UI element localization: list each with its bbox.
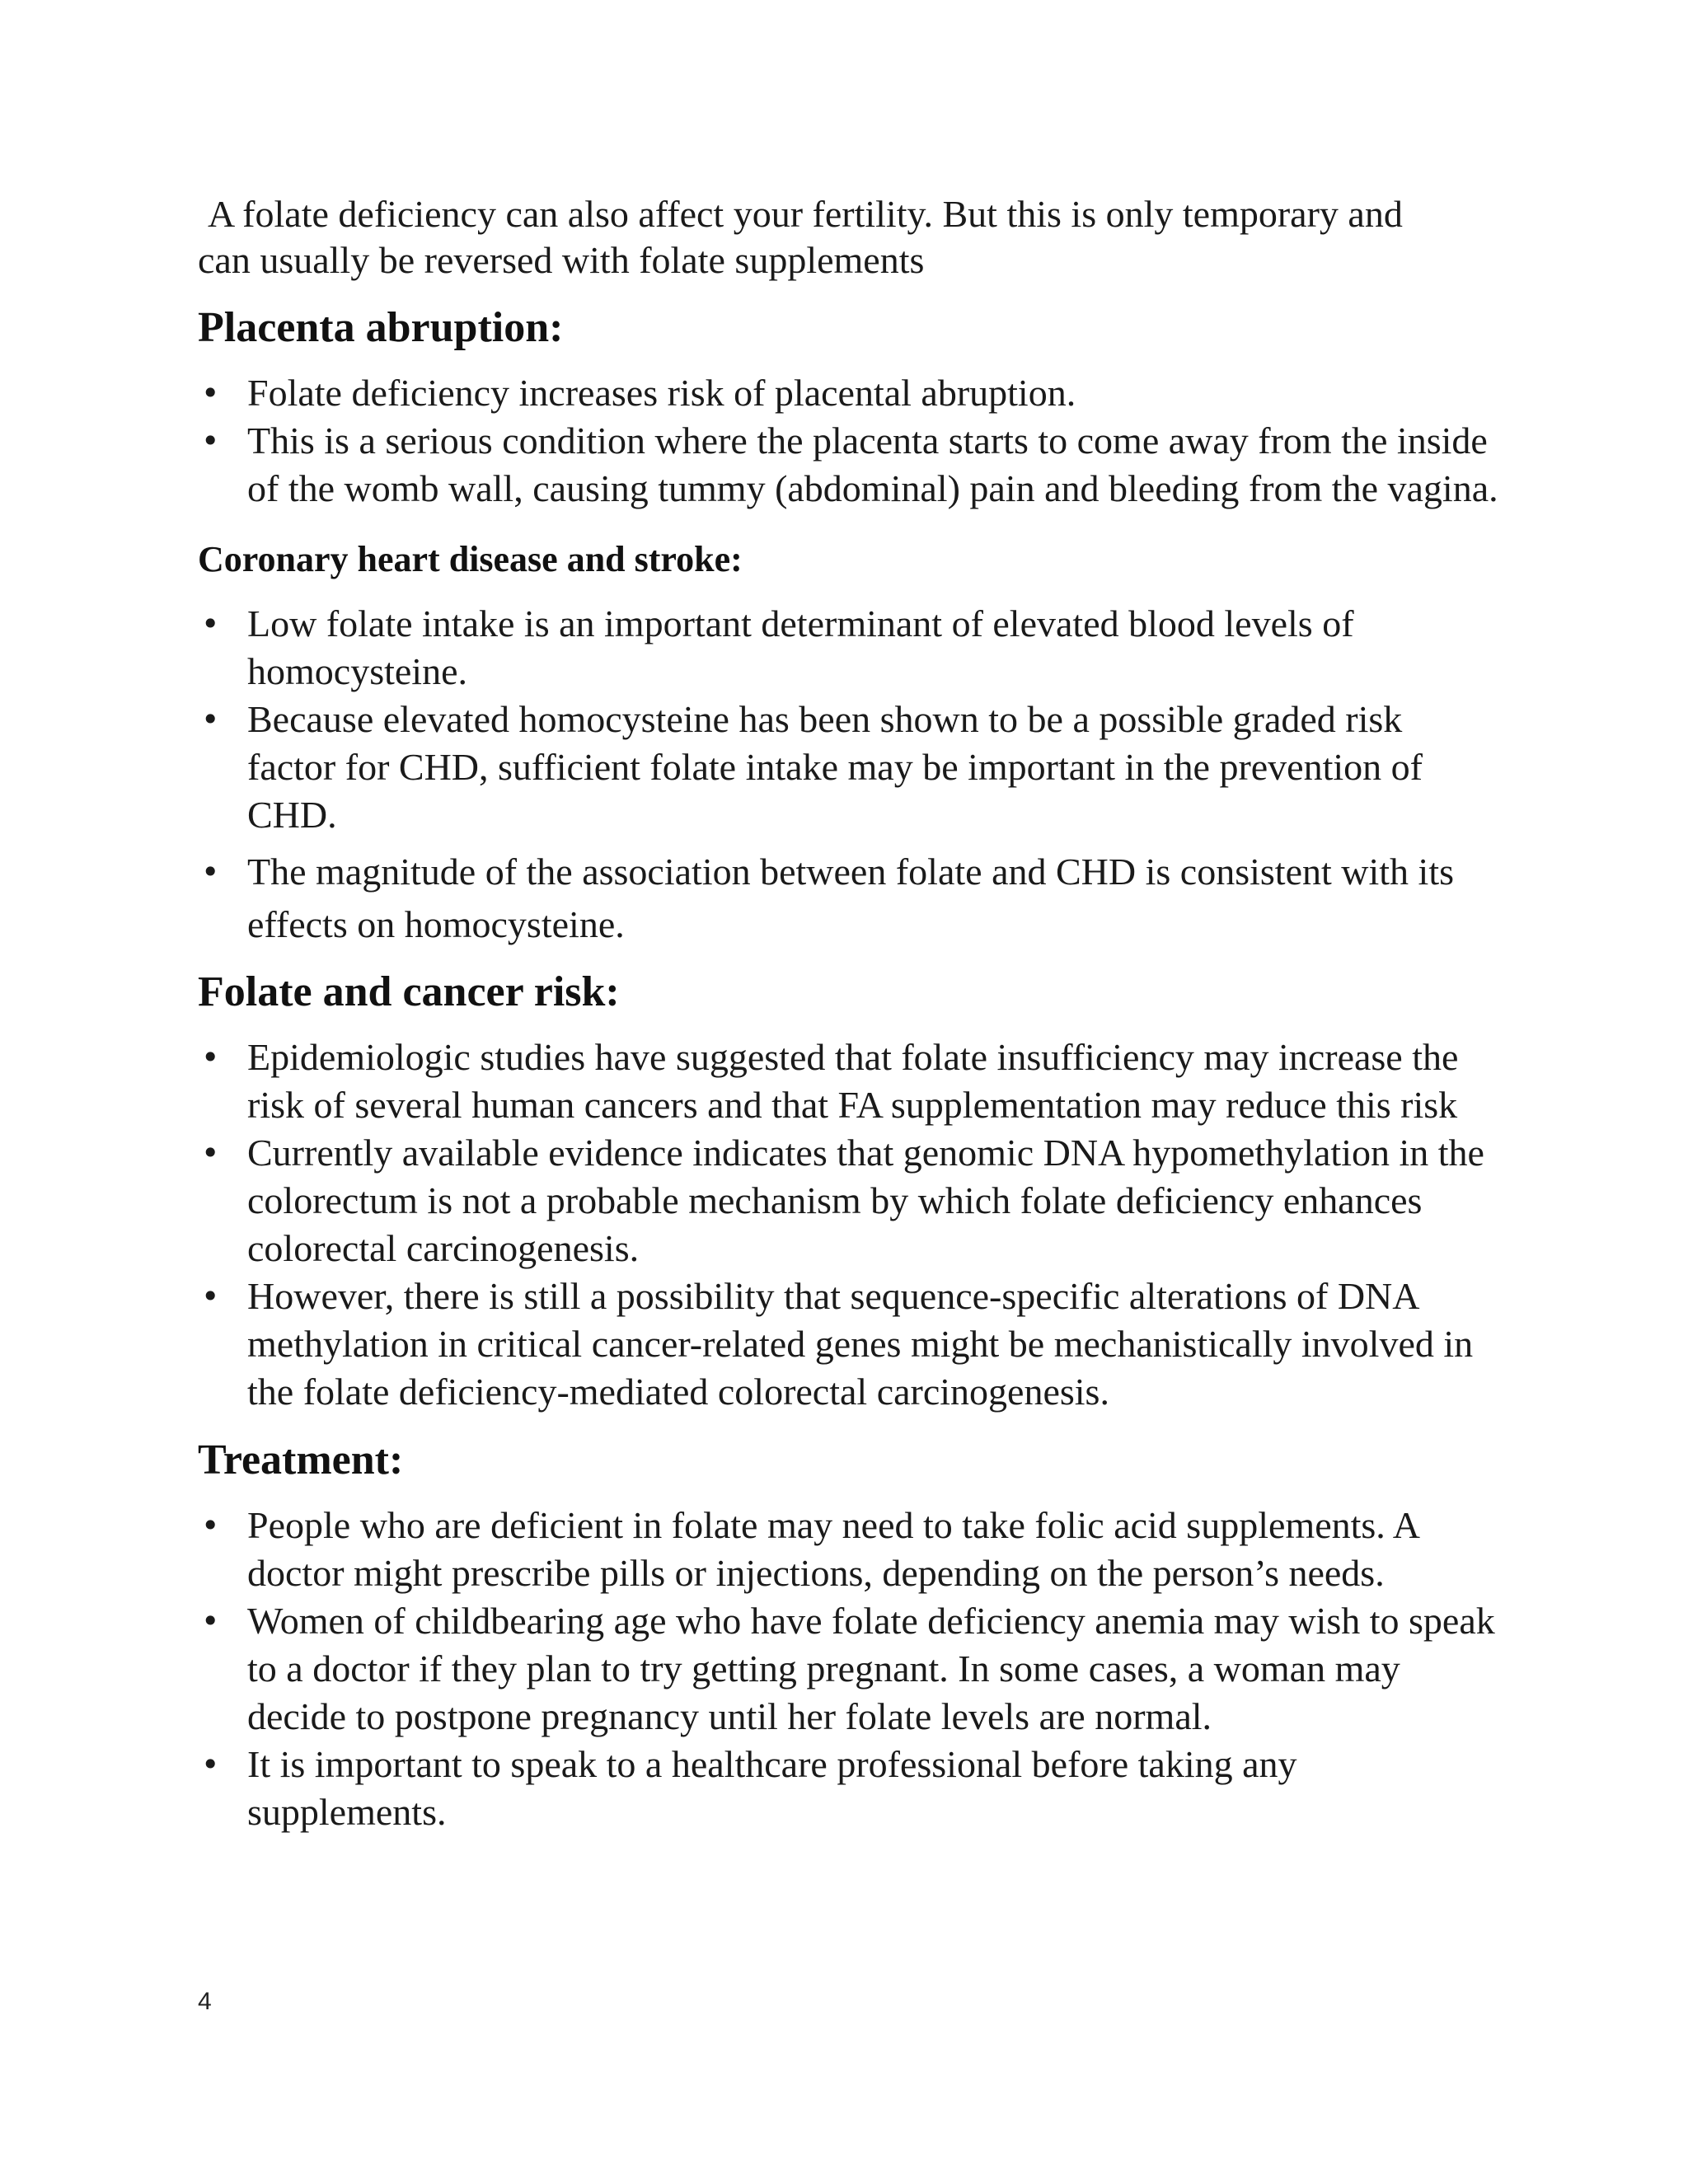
bullet-icon: • (201, 375, 220, 411)
list-item: • It is important to speak to a healthcare professional before taking any supplements. (198, 1741, 1500, 1836)
bullet-icon: • (201, 1603, 220, 1639)
list-item: • Women of childbearing age who have folate deficiency anemia may wish to speak to a doctor if they plan to try getting pregnant. In some cases, a woman may decide to postpone pregnancy until her folate levels are normal. (198, 1597, 1500, 1741)
list-item: • Low folate intake is an important determinant of elevated blood levels of homocysteine. (198, 600, 1500, 696)
bullet-list-placenta-abruption (198, 369, 1500, 513)
list-item: • Because elevated homocysteine has been shown to be a possible graded risk factor for CHD, sufficient folate intake may be important in the prevention of CHD. (198, 696, 1500, 839)
bullet-icon: • (201, 1135, 220, 1171)
section-heading-coronary-heart-disease: Coronary heart disease and stroke: (198, 539, 743, 579)
bullet-list-coronary-heart-disease (198, 600, 1500, 951)
bullet-icon: • (201, 1278, 220, 1315)
page-number: 4 (198, 1988, 212, 2015)
intro-line-1: A folate deficiency can also affect your fertility. But this is only temporary and (208, 193, 1403, 235)
bullet-list-folate-cancer-risk (198, 1033, 1500, 1416)
list-item: • This is a serious condition where the placenta starts to come away from the inside of the womb wall, causing tummy (abdominal) pain and bleeding from the vagina. (198, 417, 1500, 513)
bullet-list-treatment (198, 1502, 1500, 1836)
section-heading-folate-cancer-risk: Folate and cancer risk: (198, 968, 620, 1015)
section-heading-placenta-abruption: Placenta abruption: (198, 304, 564, 351)
list-item: • People who are deficient in folate may need to take folic acid supplements. A doctor might prescribe pills or injections, depending on the person’s needs. (198, 1502, 1500, 1597)
bullet-icon: • (201, 701, 220, 738)
bullet-icon: • (201, 854, 220, 890)
bullet-icon: • (201, 1507, 220, 1544)
list-item: • Currently available evidence indicates that genomic DNA hypomethylation in the colorectum is not a probable mechanism by which folate deficiency enhances colorectal carcinogenesis. (198, 1129, 1500, 1272)
bullet-icon: • (201, 423, 220, 459)
section-heading-treatment: Treatment: (198, 1436, 404, 1483)
list-item: • The magnitude of the association between folate and CHD is consistent with its effects on homocysteine. (198, 846, 1500, 951)
intro-line-2: can usually be reversed with folate supplements (198, 239, 925, 281)
intro-paragraph (198, 191, 1500, 284)
bullet-icon: • (201, 1039, 220, 1076)
list-item: • Epidemiologic studies have suggested that folate insufficiency may increase the risk of several human cancers and that FA supplementation may reduce this risk (198, 1033, 1500, 1129)
page-content (198, 191, 1500, 1836)
bullet-icon: • (201, 606, 220, 642)
list-item: • Folate deficiency increases risk of placental abruption. (198, 369, 1500, 417)
bullet-icon: • (201, 1746, 220, 1783)
list-item: • However, there is still a possibility that sequence-specific alterations of DNA methylation in critical cancer-related genes might be mechanistically involved in the folate deficiency-mediated colorectal carcinogenesis. (198, 1272, 1500, 1416)
